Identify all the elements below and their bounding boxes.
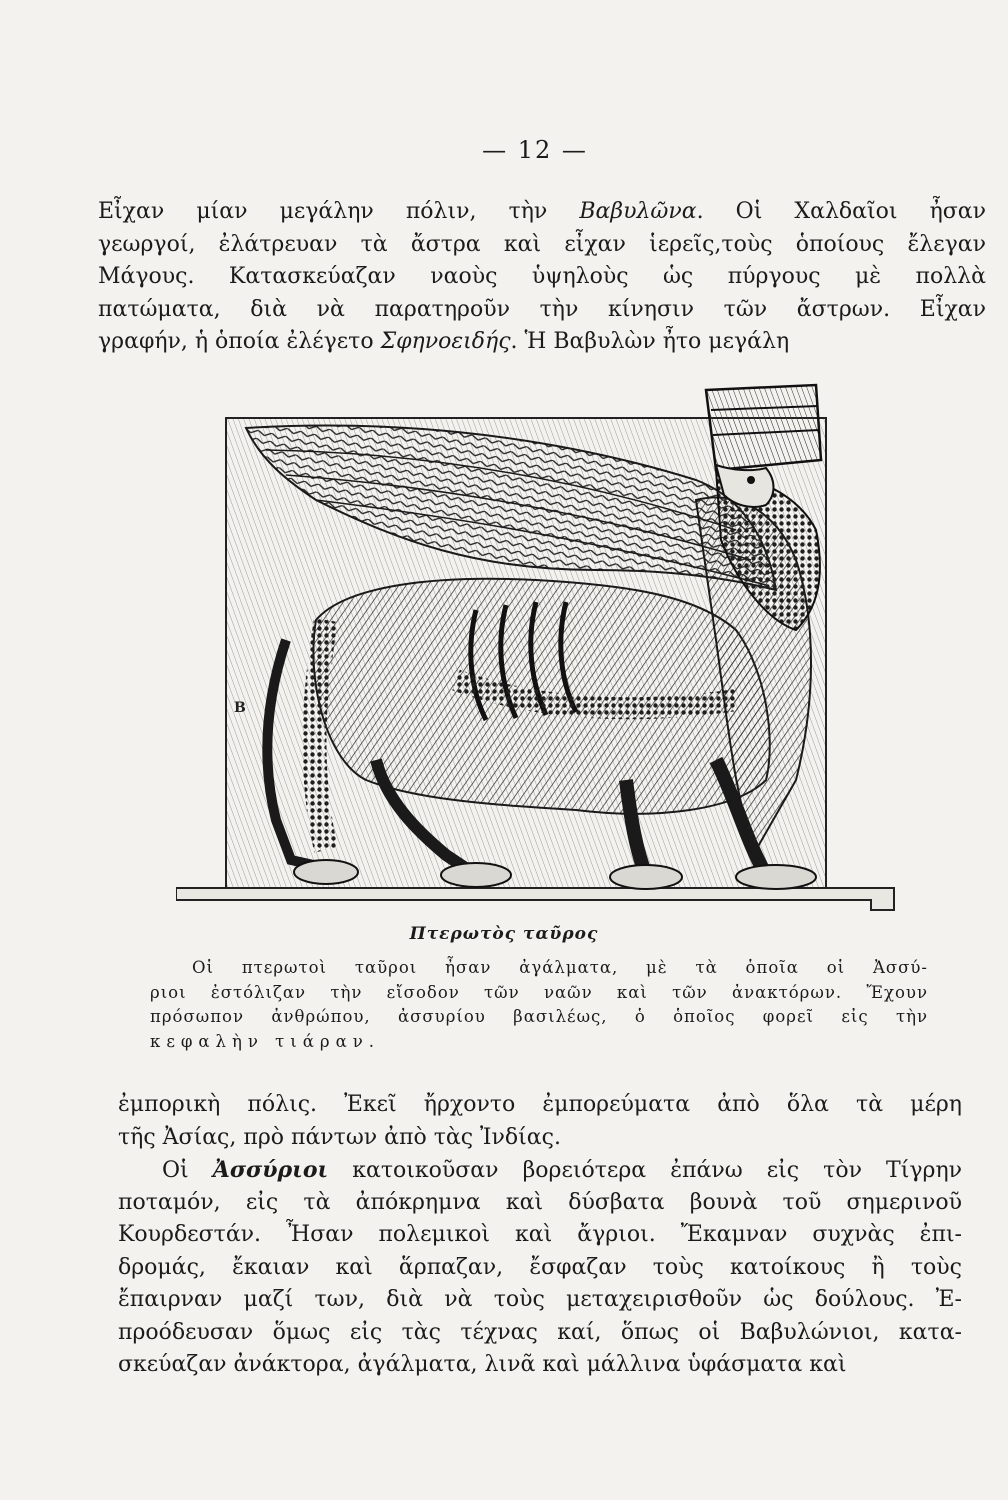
italic-term: Σφηνοειδής (380, 329, 511, 354)
caption-line: Οἱ πτερωτοὶ ταῦροι ἦσαν ἀγάλματα, μὲ τὰ ὁποῖα οἱ Ἀσσύ- (192, 958, 928, 977)
text-segment: ποταμόν, εἰς τὰ ἀπόκρημνα καὶ δύσβατα βουνὰ τοῦ σημερινοῦ (118, 1189, 962, 1215)
text-line (118, 1252, 962, 1285)
text-line (118, 1219, 962, 1252)
winged-bull-figure (176, 380, 896, 915)
tail (314, 620, 326, 850)
text-segment: γραφήν, ἡ ὁποία ἐλέγετο (98, 329, 381, 354)
text-line (98, 229, 986, 262)
italic-term: Βαβυλῶνα (579, 199, 697, 224)
text-segment: δρομάς, ἔκαιαν καὶ ἅρπαζαν, ἔσφαζαν τοὺς κατοίκους ἢ τοὺς (118, 1254, 962, 1280)
text-line (98, 261, 986, 294)
text-segment: πατώματα, διὰ νὰ παρατηροῦν τὴν κίνησιν τῶν ἄστρων. Εἶχαν (98, 296, 986, 322)
caption-line: ριοι ἐστόλιζαν τὴν εἴσοδον τῶν ναῶν καὶ τῶν ἀνακτόρων. Ἔχουν (150, 982, 928, 1002)
text-segment: . Ἡ Βαβυλὼν ἦτο μεγάλη (510, 329, 790, 354)
text-line (118, 1122, 962, 1155)
text-segment: Μάγους. Κατασκεύαζαν ναοὺς ὑψηλοὺς ὡς πύργους μὲ πολλὰ (98, 264, 986, 289)
figure-caption-title: Πτερωτὸς ταῦρος (409, 924, 599, 944)
text-line (118, 1284, 962, 1317)
text-segment: Οἱ (162, 1158, 213, 1183)
text-line (118, 1089, 962, 1122)
figure-caption-text (150, 956, 928, 1054)
text-segment: ἐμπορικὴ πόλις. Ἐκεῖ ἤρχοντο ἐμπορεύματα ἀπὸ ὅλα τὰ μέρη (118, 1092, 962, 1117)
top-paragraph (98, 196, 986, 359)
text-segment: Εἶχαν μίαν μεγάλην πόλιν, τὴν (98, 199, 580, 224)
text-segment: γεωργοί, ἐλάτρευαν τὰ ἄστρα καὶ εἶχαν ἱερεῖς,τοὺς ὁποίους ἔλεγαν (98, 231, 986, 257)
plinth (176, 888, 894, 910)
winged-bull-illustration (176, 380, 896, 915)
text-segment: τῆς Ἀσίας, πρὸ πάντων ἀπὸ τὰς Ἰνδίας. (118, 1124, 561, 1150)
text-segment: προόδευσαν ὅμως εἰς τὰς τέχνας καί, ὅπως οἱ Βαβυλώνιοι, κατα- (118, 1319, 962, 1345)
text-line (118, 1317, 962, 1350)
bottom-paragraph (118, 1089, 962, 1382)
text-segment: Κουρδεστάν. Ἦσαν πολεμικοὶ καὶ ἄγριοι. Ἔκαμναν συχνὰς ἐπι- (118, 1222, 962, 1247)
text-segment: . Οἱ Χαλδαῖοι ἦσαν (696, 199, 986, 224)
text-line (118, 1187, 962, 1220)
bold-term: Ἀσσύριοι (212, 1157, 329, 1183)
text-segment: ἔπαιρναν μαζί των, διὰ νὰ τοὺς μεταχειρισθοῦν ὡς δούλους. Ἐ- (118, 1287, 962, 1312)
text-line (118, 1154, 962, 1187)
text-line (98, 294, 986, 327)
text-line (98, 196, 986, 229)
text-segment: σκεύαζαν ἀνάκτορα, ἀγάλματα, λινᾶ καὶ μάλλινα ὑφάσματα καὶ (118, 1352, 847, 1377)
text-segment: κατοικοῦσαν βορειότερα ἐπάνω εἰς τὸν Τίγρην (328, 1158, 962, 1183)
page-number: — 12 — (482, 136, 588, 164)
slab-mark: B (234, 700, 246, 716)
text-line (98, 326, 986, 359)
caption-line: κεφαλὴν τιάραν. (150, 1031, 381, 1051)
caption-line: πρόσωπον ἀνθρώπου, ἀσσυρίου βασιλέως, ὁ ὁποῖος φορεῖ εἰς τὴν (150, 1007, 928, 1026)
tiara (706, 385, 821, 470)
text-line (118, 1349, 962, 1382)
